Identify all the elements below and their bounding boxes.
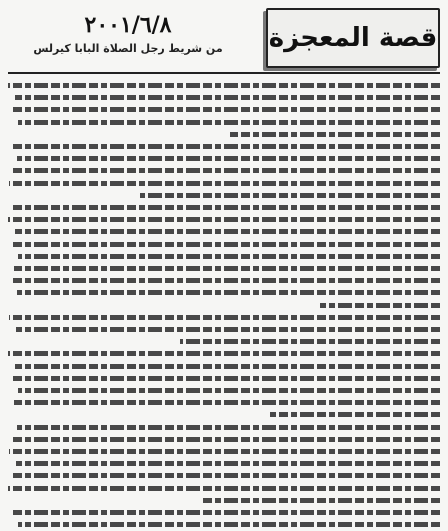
text-line-placeholder [13, 437, 440, 442]
text-line-placeholder [18, 120, 440, 125]
text-line-placeholder [11, 376, 440, 381]
text-line-placeholder [8, 351, 440, 356]
text-line-placeholder [140, 193, 440, 198]
text-line-placeholder [10, 144, 440, 149]
text-line-placeholder [18, 522, 440, 527]
article-date: ٢٠٠١/٦/٨ [84, 12, 172, 38]
text-line-placeholder [12, 473, 440, 478]
text-line-placeholder [8, 217, 440, 222]
text-line-placeholder [15, 95, 440, 100]
text-line-placeholder [15, 364, 440, 369]
text-line-placeholder [14, 266, 440, 271]
text-line-placeholder [13, 168, 440, 173]
header-rule [8, 72, 440, 74]
text-line-placeholder [15, 229, 440, 234]
text-line-placeholder [16, 461, 440, 466]
text-line-placeholder [11, 242, 440, 247]
text-line-placeholder [17, 290, 440, 295]
text-line-placeholder [9, 449, 440, 454]
text-line-placeholder [17, 156, 440, 161]
text-line-placeholder [9, 181, 440, 186]
text-line-placeholder [320, 303, 440, 308]
article-source: من شريط رجل الصلاة البابا كيرلس [33, 42, 223, 55]
text-line-placeholder [9, 315, 440, 320]
text-line-placeholder [12, 205, 440, 210]
text-line-placeholder [11, 510, 440, 515]
text-line-placeholder [10, 278, 440, 283]
text-line-placeholder [18, 388, 440, 393]
text-line-placeholder [11, 107, 440, 112]
text-line-placeholder [180, 339, 440, 344]
article-body [8, 79, 440, 531]
text-line-placeholder [200, 498, 440, 503]
text-line-placeholder [8, 486, 440, 491]
article-meta [8, 6, 248, 55]
text-line-placeholder [17, 425, 440, 430]
text-line-placeholder [14, 400, 440, 405]
text-line-placeholder [18, 254, 440, 259]
text-line-placeholder [16, 327, 440, 332]
article-title: قصة المعجزة [268, 23, 438, 53]
title-box [266, 8, 440, 68]
text-line-placeholder [270, 412, 440, 417]
text-line-placeholder [8, 83, 440, 88]
text-line-placeholder [230, 132, 440, 137]
article-header [8, 6, 440, 70]
